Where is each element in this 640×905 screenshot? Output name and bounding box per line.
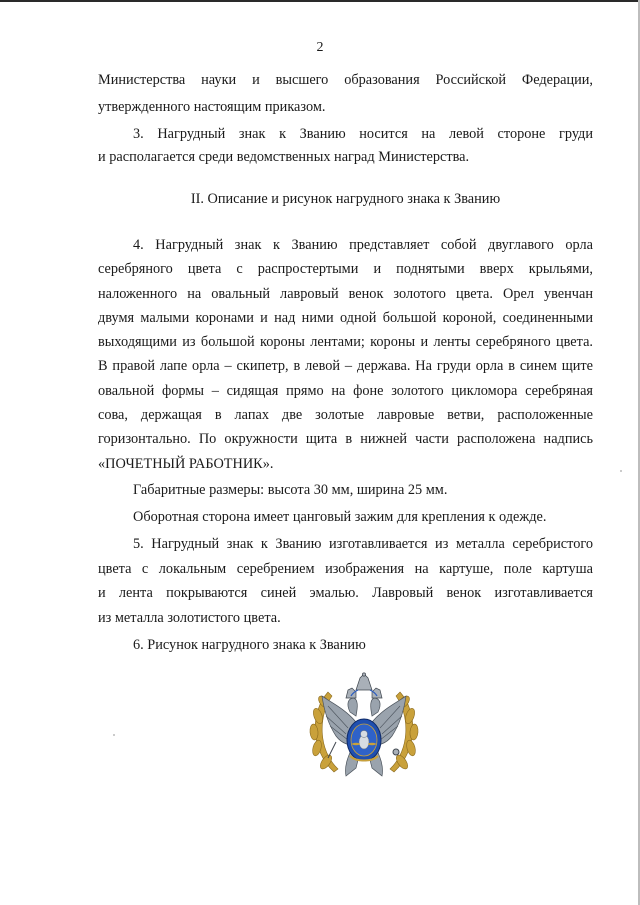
paragraph-line: и располагается среди ведомственных наград Министерства. bbox=[98, 149, 470, 165]
section-heading: II. Описание и рисунок нагрудного знака к Званию bbox=[190, 191, 501, 207]
paragraph-line: Оборотная сторона имеет цанговый зажим для крепления к одежде. bbox=[133, 509, 547, 525]
paragraph-line: наложенного на овальный лавровый венок золотого цвета. Орел увенчан bbox=[98, 286, 593, 302]
paragraph-line: 6. Рисунок нагрудного знака к Званию bbox=[133, 637, 366, 653]
paragraph-line: 4. Нагрудный знак к Званию представляет собой двуглавого орла bbox=[133, 237, 593, 253]
paragraph-line: цвета с локальным серебрением изображения на картуше, поле картуша bbox=[98, 561, 593, 577]
paragraph-line: серебряного цвета с распростертыми и поднятыми вверх крыльями, bbox=[98, 261, 593, 277]
scan-speck bbox=[620, 470, 622, 472]
scan-edge-top bbox=[0, 0, 640, 2]
scan-speck bbox=[113, 734, 115, 736]
paragraph-line: и лента покрываются синей эмалью. Лавровый венок изготавливается bbox=[98, 585, 593, 601]
paragraph-line: 3. Нагрудный знак к Званию носится на левой стороне груди bbox=[133, 126, 593, 142]
paragraph-line: двумя малыми коронами и над ними одной большой короной, соединенными bbox=[98, 310, 593, 326]
paragraph-line: Габаритные размеры: высота 30 мм, ширина 25 мм. bbox=[133, 482, 448, 498]
paragraph-line: 5. Нагрудный знак к Званию изготавливается из металла серебристого bbox=[133, 536, 593, 552]
paragraph-line: сова, держащая в лапах две золотые лавровые ветви, расположенные bbox=[98, 407, 593, 423]
paragraph-line: из металла золотистого цвета. bbox=[98, 610, 281, 626]
paragraph-line: выходящими из большой короны лентами; короны и ленты серебряного цвета. bbox=[98, 334, 593, 350]
page-number: 2 bbox=[316, 40, 324, 55]
paragraph-line: горизонтально. По окружности щита в нижней части расположена надпись bbox=[98, 431, 593, 447]
paragraph-line: овальной формы – сидящая прямо на фоне золотого цикломора серебряная bbox=[98, 383, 593, 399]
paragraph-line: Министерства науки и высшего образования Российской Федерации, bbox=[98, 72, 593, 88]
paragraph-line: утвержденного настоящим приказом. bbox=[98, 99, 326, 115]
paragraph-line: В правой лапе орла – скипетр, в левой – держава. На груди орла в синем щите bbox=[98, 358, 593, 374]
badge-double-headed-eagle-icon bbox=[304, 672, 424, 786]
paragraph-line: «ПОЧЕТНЫЙ РАБОТНИК». bbox=[98, 456, 274, 472]
